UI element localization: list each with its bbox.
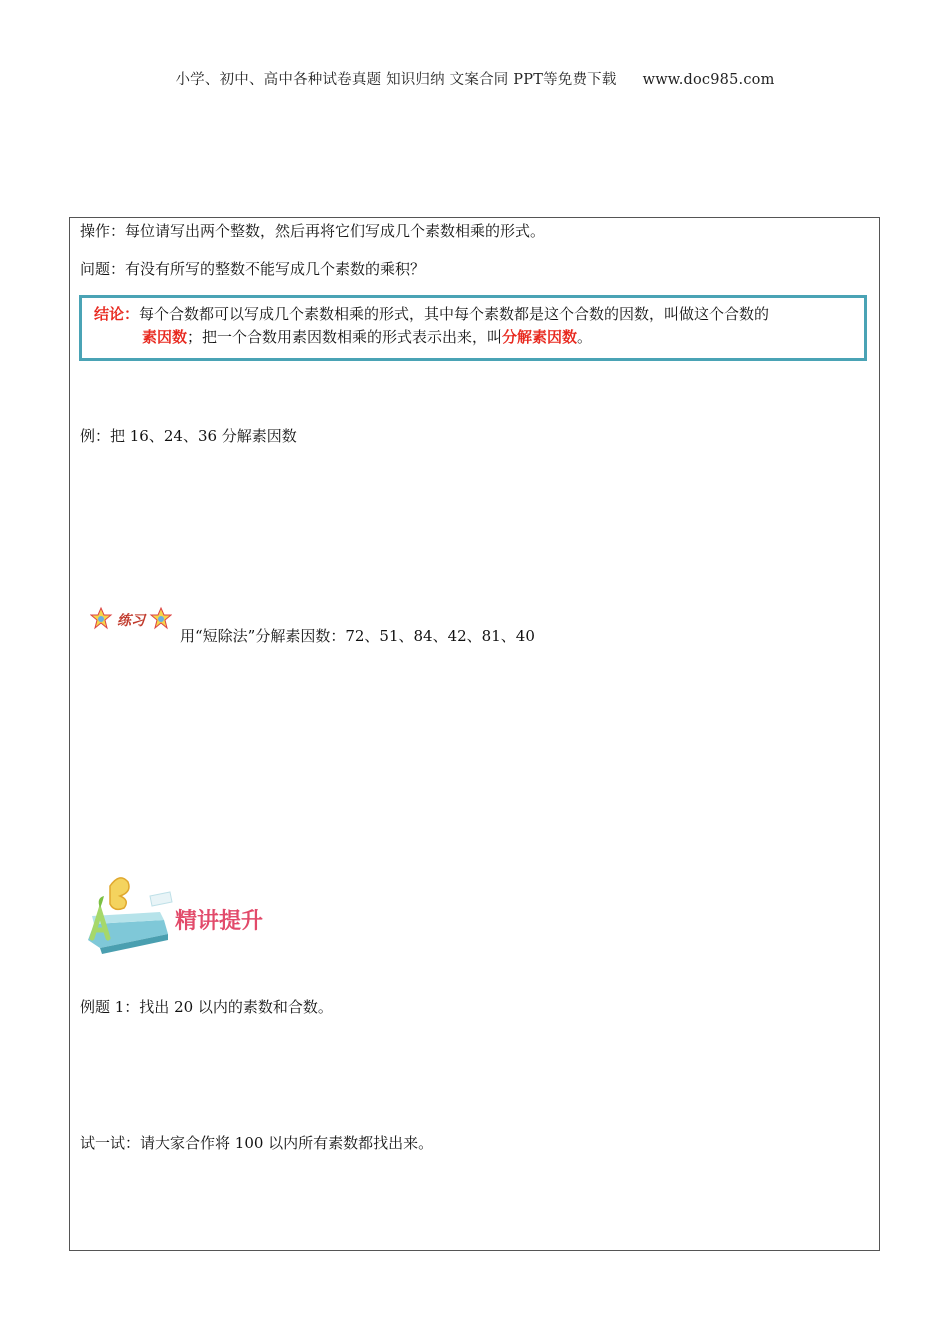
page-header	[0, 68, 950, 89]
section-banner-icon	[80, 868, 280, 960]
try-text: 试一试：请大家合作将 100 以内所有素数都找出来。	[80, 1134, 434, 1152]
conclusion-box	[79, 295, 867, 361]
header-site: www.doc985.com	[642, 72, 775, 88]
conclusion-text-2: ；把一个合数用素因数相乘的形式表示出来，叫	[187, 328, 503, 346]
term-factorization: 分解素因数	[502, 328, 578, 346]
conclusion-end: 。	[577, 328, 593, 346]
term-prime-factor: 素因数	[142, 328, 188, 346]
example1-text: 例题 1：找出 20 以内的素数和合数。	[80, 998, 333, 1016]
practice-badge-label: 练习	[117, 613, 145, 629]
conclusion-line-2	[142, 326, 592, 347]
practice-badge-icon	[90, 605, 172, 635]
example-text: 例：把 16、24、36 分解素因数	[80, 427, 297, 445]
conclusion-text-1: 每个合数都可以写成几个素数相乘的形式，其中每个素数都是这个合数的因数，叫做这个合数的	[139, 305, 770, 323]
practice-text: 用“短除法”分解素因数：72、51、84、42、81、40	[180, 627, 535, 645]
section-title: 精讲提升	[175, 909, 264, 934]
conclusion-label: 结论：	[94, 305, 140, 323]
conclusion-line-1	[94, 303, 769, 324]
question-text: 问题：有没有所写的整数不能写成几个素数的乘积？	[80, 260, 426, 278]
header-text: 小学、初中、高中各种试卷真题 知识归纳 文案合同 PPT等免费下载	[175, 72, 617, 88]
operation-text: 操作：每位请写出两个整数，然后再将它们写成几个素数相乘的形式。	[80, 222, 546, 240]
content-frame	[69, 217, 880, 1251]
